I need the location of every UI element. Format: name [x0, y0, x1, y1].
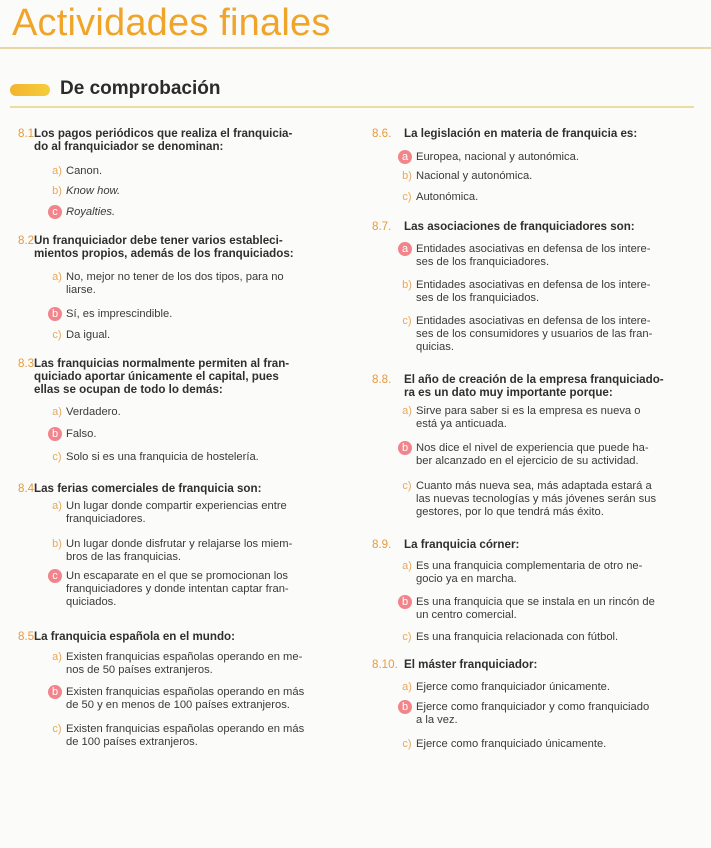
- option-text: Existen franquicias españolas operando en más de 50 y en menos de 100 países extranjeros.: [66, 686, 305, 711]
- option-text: Nacional y autonómica.: [416, 170, 533, 182]
- question-text: El máster franquiciador:: [404, 658, 538, 671]
- option-letter: c): [402, 315, 412, 327]
- question-number: 8.10.: [372, 658, 398, 671]
- section-divider: [10, 106, 694, 108]
- option-text: Un escaparate en el que se promocionan los franquiciadores y donde intentan captar fran- quiciados.: [66, 570, 289, 608]
- option-letter: c): [402, 191, 412, 203]
- question-number: 8.7.: [372, 220, 392, 233]
- option-text: Entidades asociativas en defensa de los intere- ses de los consumidores y usuarios de las fran- quicias.: [416, 315, 653, 353]
- option-text: Autonómica.: [416, 191, 479, 203]
- option-text: Es una franquicia complementaria de otro ne- gocio ya en marcha.: [416, 560, 643, 585]
- option-letter: c): [402, 738, 412, 750]
- question-number: 8.1.: [18, 127, 38, 140]
- option-text: Nos dice el nivel de experiencia que puede ha- ber alcanzado en el ejercicio de su actividad.: [416, 442, 649, 467]
- option-letter: a): [402, 560, 412, 572]
- selected-answer-marker: b: [48, 307, 62, 321]
- option-text: Un lugar donde disfrutar y relajarse los miem- bros de las franquicias.: [66, 538, 293, 563]
- option-letter: b): [52, 185, 62, 197]
- selected-answer-marker: b: [398, 700, 412, 714]
- question-text: El año de creación de la empresa franquiciado- ra es un dato muy importante porque:: [404, 373, 664, 399]
- option-letter: a): [52, 165, 62, 177]
- title-divider: [0, 47, 711, 49]
- option-letter: c): [402, 480, 412, 492]
- option-text: Un lugar donde compartir experiencias entre franquiciadores.: [66, 500, 287, 525]
- option-text: Entidades asociativas en defensa de los intere- ses de los franquiciados.: [416, 279, 651, 304]
- option-text: Canon.: [66, 165, 103, 177]
- option-text: Existen franquicias españolas operando en más de 100 países extranjeros.: [66, 723, 305, 748]
- option-letter: a): [52, 271, 62, 283]
- option-letter: a): [402, 681, 412, 693]
- option-letter: c): [52, 451, 62, 463]
- option-letter: a): [402, 405, 412, 417]
- question-number: 8.3.: [18, 357, 38, 370]
- question-text: Las ferias comerciales de franquicia son:: [34, 482, 262, 495]
- option-letter: a): [52, 500, 62, 512]
- question-number: 8.5.: [18, 630, 38, 643]
- option-text: Verdadero.: [66, 406, 121, 418]
- question-number: 8.2.: [18, 234, 38, 247]
- option-text: No, mejor no tener de los dos tipos, para no liarse.: [66, 271, 284, 296]
- option-text: Europea, nacional y autonómica.: [416, 151, 579, 163]
- selected-answer-marker: c: [48, 569, 62, 583]
- option-letter: c): [52, 723, 62, 735]
- option-text: Ejerce como franquiciador y como franquiciado a la vez.: [416, 701, 650, 726]
- option-text: Es una franquicia que se instala en un rincón de un centro comercial.: [416, 596, 655, 621]
- question-text: Las asociaciones de franquiciadores son:: [404, 220, 635, 233]
- selected-answer-marker: b: [398, 441, 412, 455]
- section-title: De comprobación: [60, 78, 221, 99]
- option-letter: b): [402, 279, 412, 291]
- question-number: 8.9.: [372, 538, 392, 551]
- option-text: Entidades asociativas en defensa de los intere- ses de los franquiciadores.: [416, 243, 651, 268]
- option-text: Da igual.: [66, 329, 111, 341]
- option-letter: c): [402, 631, 412, 643]
- option-text: Solo si es una franquicia de hostelería.: [66, 451, 259, 463]
- question-text: La legislación en materia de franquicia es:: [404, 127, 638, 140]
- option-text: Know how.: [66, 185, 121, 197]
- page-title: Actividades finales: [12, 2, 331, 44]
- question-text: La franquicia española en el mundo:: [34, 630, 235, 643]
- selected-answer-marker: b: [48, 685, 62, 699]
- option-text: Falso.: [66, 428, 97, 440]
- selected-answer-marker: a: [398, 242, 412, 256]
- option-text: Ejerce como franquiciado únicamente.: [416, 738, 607, 750]
- option-letter: c): [52, 329, 62, 341]
- selected-answer-marker: a: [398, 150, 412, 164]
- option-letter: a): [52, 651, 62, 663]
- option-letter: b): [52, 538, 62, 550]
- selected-answer-marker: b: [398, 595, 412, 609]
- question-number: 8.4.: [18, 482, 38, 495]
- question-text: La franquicia córner:: [404, 538, 520, 551]
- section-header: [10, 78, 694, 108]
- option-text: Ejerce como franquiciador únicamente.: [416, 681, 611, 693]
- option-text: Existen franquicias españolas operando en me- nos de 50 países extranjeros.: [66, 651, 303, 676]
- option-letter: a): [52, 406, 62, 418]
- option-text: Sirve para saber si es la empresa es nueva o está ya anticuada.: [416, 405, 641, 430]
- question-number: 8.6.: [372, 127, 392, 140]
- question-text: Las franquicias normalmente permiten al fran- quiciado aportar únicamente el capital, pues ellas se ocupan de todo lo demás:: [34, 357, 290, 396]
- selected-answer-marker: b: [48, 427, 62, 441]
- section-marker-icon: [10, 84, 50, 96]
- question-text: Un franquiciador debe tener varios estableci- mientos propios, además de los franquiciados:: [34, 234, 294, 260]
- option-text: Sí, es imprescindible.: [66, 308, 173, 320]
- option-letter: b): [402, 170, 412, 182]
- question-number: 8.8.: [372, 373, 392, 386]
- option-text: Es una franquicia relacionada con fútbol.: [416, 631, 619, 643]
- selected-answer-marker: c: [48, 205, 62, 219]
- question-text: Los pagos periódicos que realiza el franquicia- do al franquiciador se denominan:: [34, 127, 293, 153]
- option-text: Cuanto más nueva sea, más adaptada estará a las nuevas tecnologías y más jóvenes serán sus gestores, por lo que tendrá más éxito.: [416, 480, 657, 518]
- option-text: Royalties.: [66, 206, 116, 218]
